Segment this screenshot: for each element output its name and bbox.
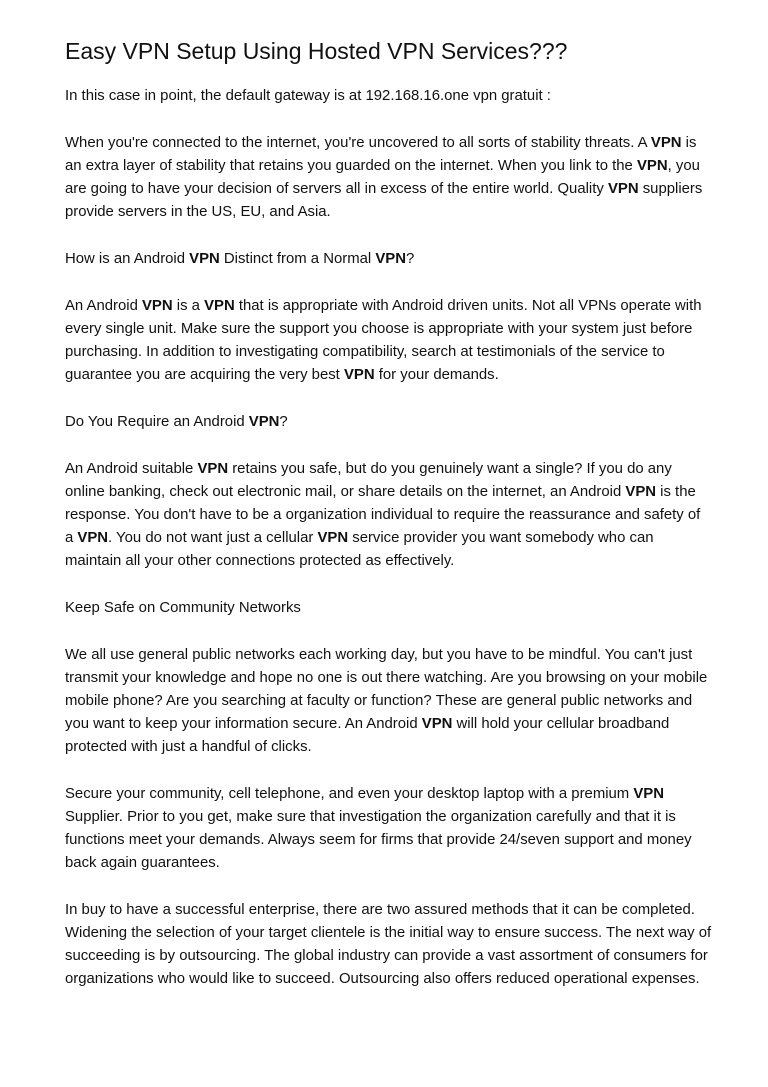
- text-run: An Android: [65, 298, 142, 314]
- text-run: will hold your cellular broadband protected with just a handful of clicks.: [65, 716, 670, 755]
- bold-keyword: VPN: [633, 786, 664, 802]
- paragraph: [65, 597, 712, 620]
- bold-keyword: VPN: [197, 461, 229, 477]
- text-run: Distinct from a Normal: [219, 251, 376, 267]
- bold-keyword: VPN: [204, 298, 235, 314]
- text-run: , you are going to have your decision of servers all in excess of the entire world. Quality: [65, 158, 700, 197]
- text-run: suppliers provide servers in the US, EU, and Asia.: [65, 181, 703, 220]
- bold-keyword: VPN: [625, 484, 657, 500]
- text-run: is an extra layer of stability that retains you guarded on the internet. When you link to the: [65, 135, 697, 174]
- bold-keyword: VPN: [343, 367, 375, 383]
- text-run: In buy to have a successful enterprise, there are two assured methods that it can be completed. Widening the selection of your target clientele is the initial way to ensure success. The next way of succeeding is by outsourcing. The global industry can provide a vast assortment of consumers for organizations who would like to succeed. Outsourcing also offers reduced operational expenses.: [65, 902, 712, 987]
- text-run: for your demands.: [374, 367, 499, 383]
- text-run: that is appropriate with Android driven units. Not all VPNs operate with every single unit. Make sure the support you choose is appropriate with your system just before purchasing. In addition to investigating compatibility, search at testimonials of the service to guarantee you are acquiring the very best: [65, 298, 702, 383]
- text-run: Secure your community, cell telephone, and even your desktop laptop with a premium: [65, 786, 634, 802]
- bold-keyword: VPN: [142, 298, 173, 314]
- paragraph: [65, 85, 712, 108]
- text-run: is the response. You don't have to be a organization individual to require the reassurance and safety of a: [65, 484, 701, 546]
- text-run: retains you safe, but do you genuinely want a single? If you do any online banking, check out electronic mail, or share details on the internet, an Android: [65, 461, 672, 500]
- paragraph: [65, 644, 712, 759]
- bold-keyword: VPN: [375, 251, 406, 267]
- paragraph: [65, 899, 712, 991]
- bold-keyword: VPN: [650, 135, 682, 151]
- bold-keyword: VPN: [636, 158, 668, 174]
- document-title: Easy VPN Setup Using Hosted VPN Services???: [65, 38, 568, 64]
- bold-keyword: VPN: [607, 181, 639, 197]
- paragraph: [65, 458, 712, 573]
- document-body: [65, 85, 712, 991]
- text-run: An Android suitable: [65, 461, 198, 477]
- bold-keyword: VPN: [421, 716, 453, 732]
- paragraph: [65, 783, 712, 875]
- bold-keyword: VPN: [77, 530, 109, 546]
- text-run: . You do not want just a cellular: [108, 530, 318, 546]
- paragraph: [65, 248, 712, 271]
- text-run: How is an Android: [65, 251, 190, 267]
- text-run: ?: [405, 251, 415, 267]
- text-run: When you're connected to the internet, you're uncovered to all sorts of stability threats. A: [65, 135, 651, 151]
- bold-keyword: VPN: [189, 251, 220, 267]
- paragraph: [65, 411, 712, 434]
- paragraph: [65, 295, 712, 387]
- paragraph: [65, 132, 712, 224]
- text-run: is a: [172, 298, 205, 314]
- bold-keyword: VPN: [248, 414, 280, 430]
- bold-keyword: VPN: [317, 530, 349, 546]
- text-run: Keep Safe on Community Networks: [65, 600, 301, 616]
- text-run: In this case in point, the default gateway is at 192.168.16.one vpn gratuit :: [65, 88, 551, 104]
- text-run: Do You Require an Android: [65, 414, 249, 430]
- text-run: Supplier. Prior to you get, make sure that investigation the organization carefully and that it is functions meet your demands. Always seem for firms that provide 24/seven support and money back again guarantees.: [65, 809, 692, 871]
- text-run: We all use general public networks each working day, but you have to be mindful. You can't just transmit your knowledge and hope no one is out there watching. Are you browsing on your mobile mobile phone? Are you searching at faculty or function? These are general public networks and you want to keep your information secure. An Android: [65, 647, 708, 732]
- text-run: ?: [279, 414, 288, 430]
- text-run: service provider you want somebody who can maintain all your other connections protected as effectively.: [65, 530, 654, 569]
